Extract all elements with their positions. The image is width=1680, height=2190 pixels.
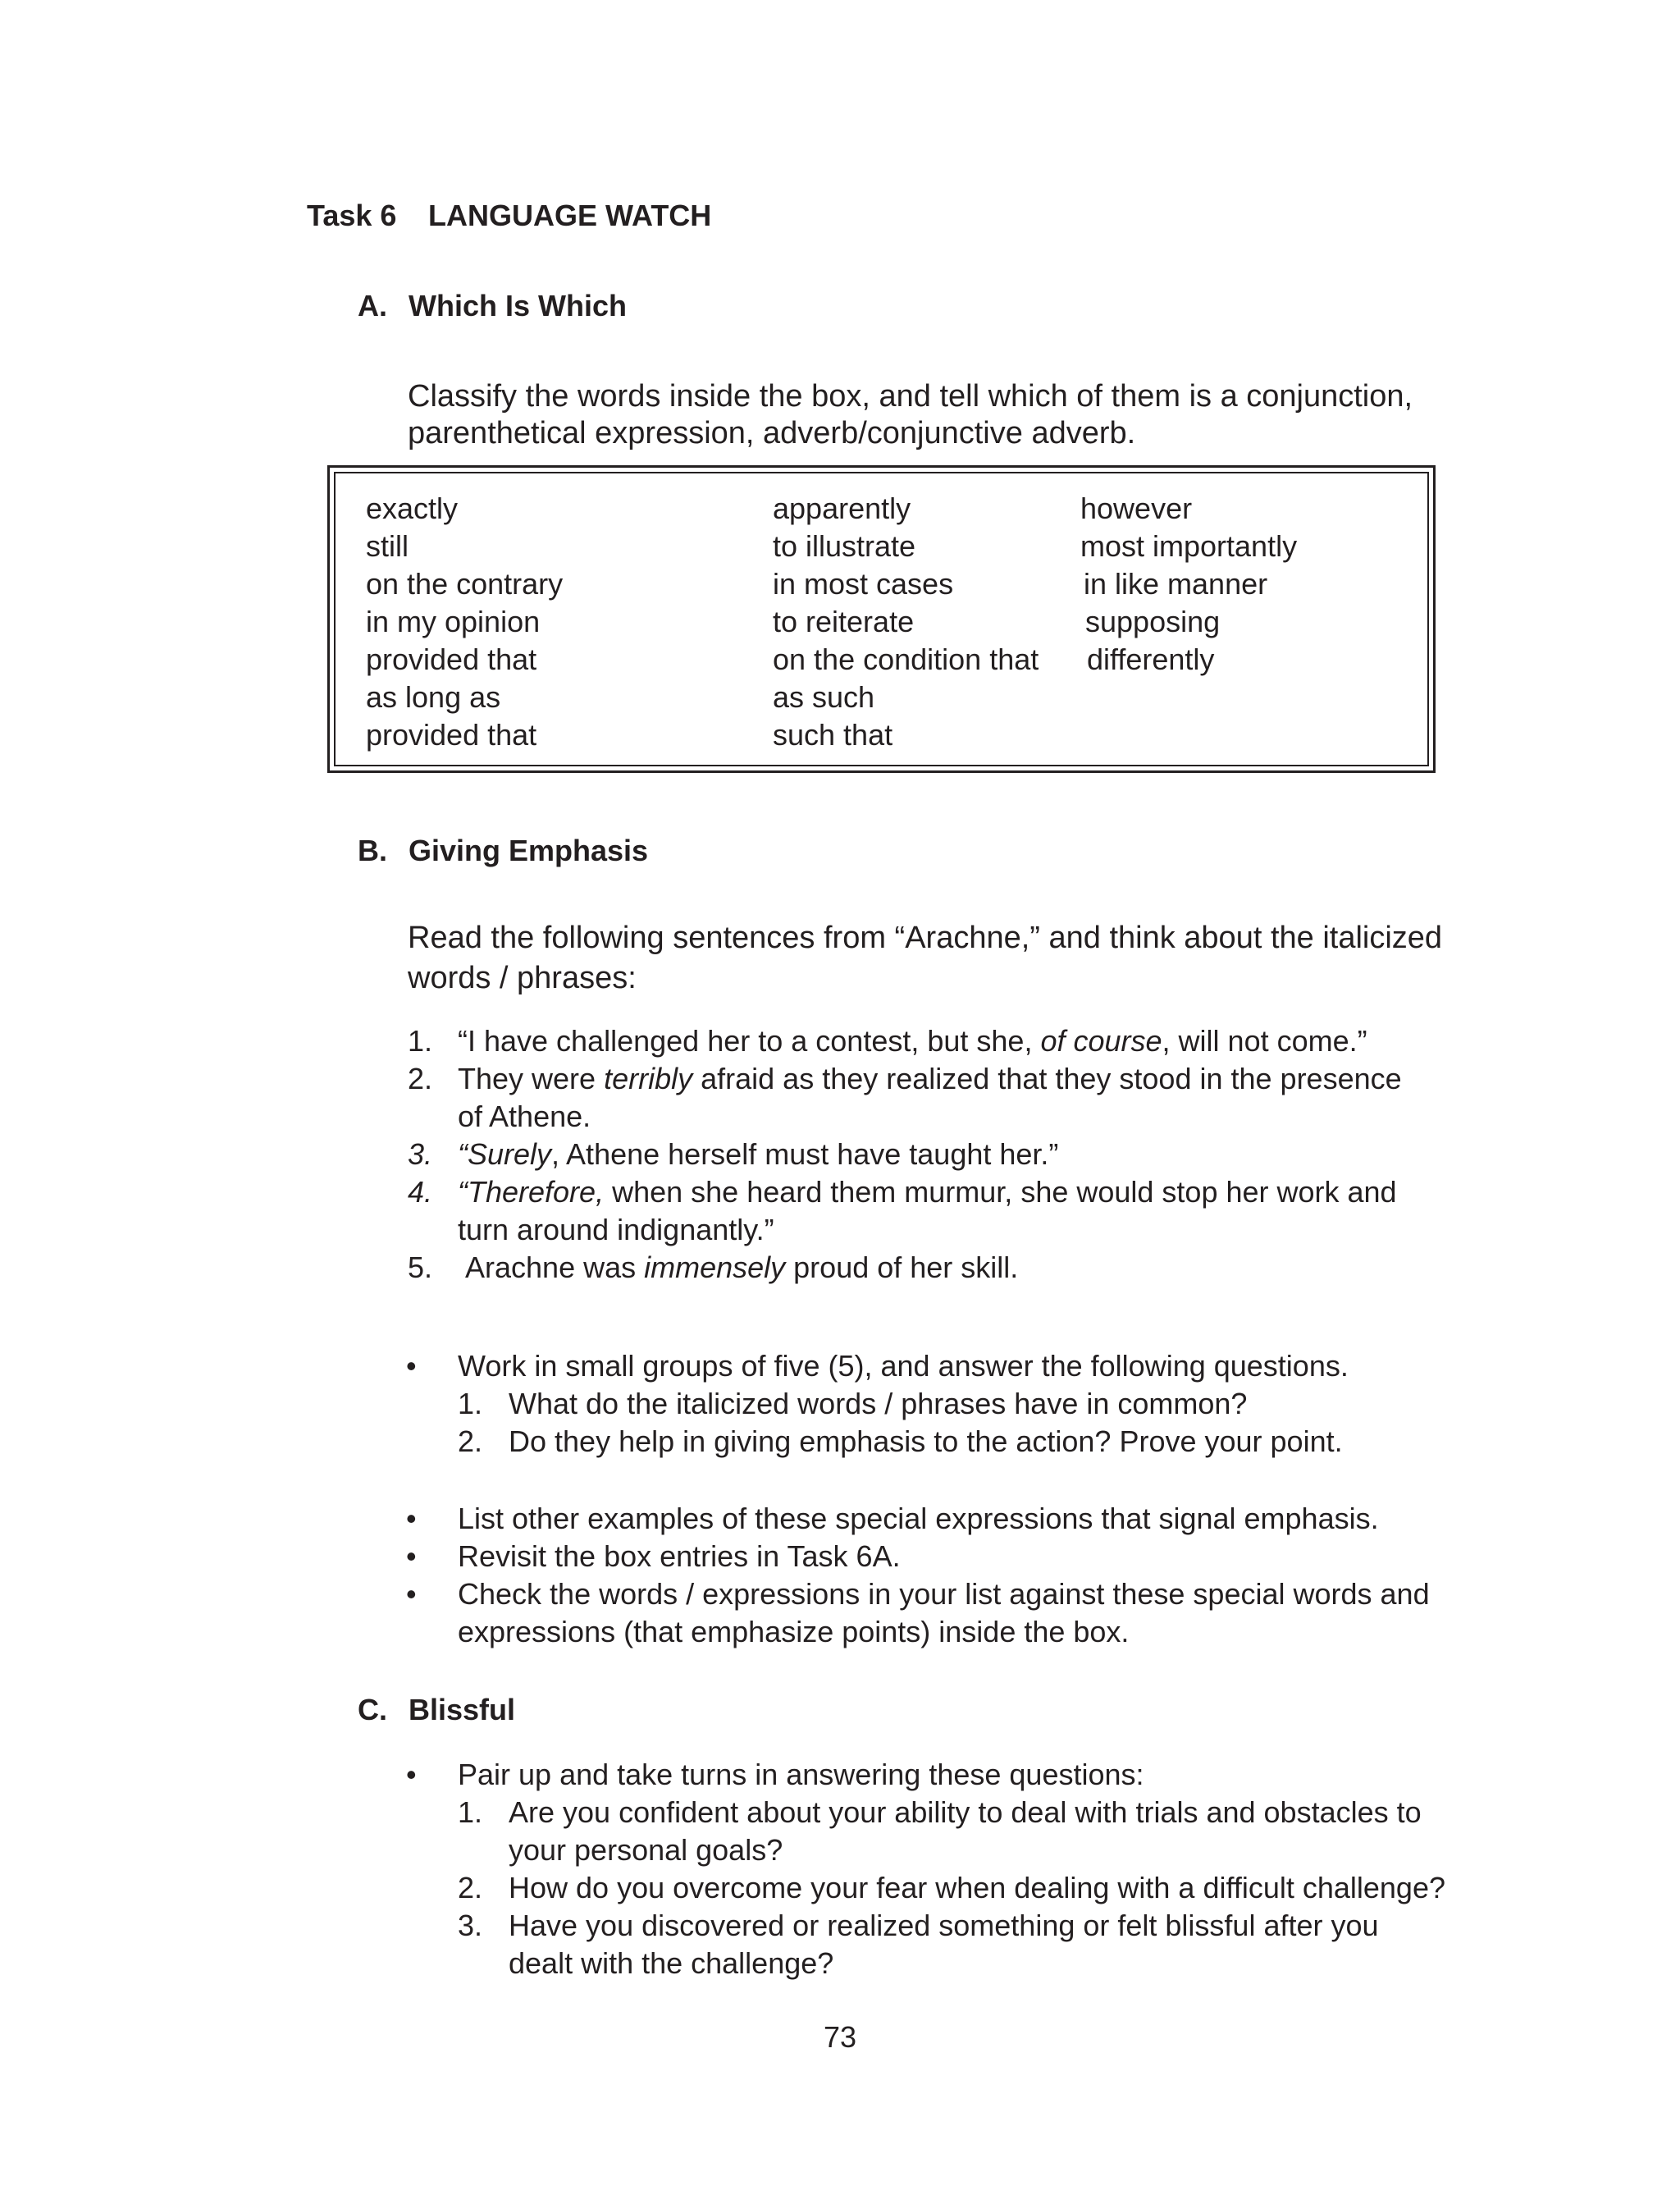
italic-phrase: “Therefore, — [458, 1175, 605, 1209]
sentence-text: “Surely, Athene herself must have taught her.” — [458, 1137, 1059, 1171]
question-number: 1. — [458, 1795, 483, 1829]
word-item: in my opinion — [366, 605, 541, 638]
word-item: supposing — [1085, 605, 1221, 638]
sentence-continuation: turn around indignantly.” — [458, 1213, 774, 1246]
sentence-text: They were terribly afraid as they realized that they stood in the presence — [458, 1062, 1402, 1095]
word-item: differently — [1087, 642, 1215, 676]
task-title: LANGUAGE WATCH — [428, 199, 712, 232]
word-item: most importantly — [1080, 529, 1298, 563]
section-b-heading — [358, 834, 648, 868]
sentence-text: Arachne was immensely proud of her skill. — [465, 1250, 1019, 1284]
word-item: to illustrate — [773, 529, 916, 563]
word-column-2 — [773, 490, 1039, 754]
question-continuation: dealt with the challenge? — [509, 1946, 834, 1980]
question-text: Are you confident about your ability to deal with trials and obstacles to — [509, 1795, 1422, 1829]
question-text: What do the italicized words / phrases have in common? — [509, 1387, 1248, 1420]
word-box — [327, 465, 1436, 773]
bullet-icon: • — [406, 1539, 417, 1573]
sentence-number: 3. — [408, 1137, 433, 1171]
section-c-heading — [358, 1693, 515, 1727]
word-item: as such — [773, 680, 875, 714]
section-b-title: Giving Emphasis — [409, 834, 649, 867]
bullet-icon: • — [406, 1758, 417, 1791]
sentence-number: 2. — [408, 1062, 433, 1095]
bullet-icon: • — [406, 1502, 417, 1535]
bullet-continuation: expressions (that emphasize points) inside the box. — [458, 1615, 1130, 1648]
word-box-inner-border — [334, 472, 1429, 766]
question-text: Have you discovered or realized something or felt blissful after you — [509, 1909, 1379, 1942]
section-a-letter: A. — [358, 289, 387, 322]
bullet-text: List other examples of these special expressions that signal emphasis. — [458, 1502, 1379, 1535]
word-item: apparently — [773, 491, 911, 525]
word-item: however — [1080, 491, 1193, 525]
question-text: How do you overcome your fear when dealing with a difficult challenge? — [509, 1871, 1445, 1904]
section-a-title: Which Is Which — [409, 289, 627, 322]
bullet-text: Work in small groups of five (5), and answer the following questions. — [458, 1349, 1349, 1383]
word-item: to reiterate — [773, 605, 915, 638]
sentence-continuation: of Athene. — [458, 1100, 591, 1133]
italic-phrase: terribly — [604, 1062, 693, 1095]
bullet-icon: • — [406, 1577, 417, 1611]
section-a-instructions-line1: Classify the words inside the box, and tell which of them is a conjunction, — [408, 379, 1413, 414]
section-a-instructions-line2: parenthetical expression, adverb/conjunctive adverb. — [408, 416, 1136, 450]
section-c-letter: C. — [358, 1693, 387, 1726]
sentence-text: “I have challenged her to a contest, but she, of course, will not come.” — [458, 1024, 1367, 1058]
italic-phrase: of course — [1040, 1024, 1162, 1058]
question-number: 2. — [458, 1424, 483, 1458]
bullet-icon: • — [406, 1349, 417, 1383]
word-item: provided that — [366, 642, 537, 676]
bullet-text: Check the words / expressions in your list against these special words and — [458, 1577, 1430, 1611]
section-b-letter: B. — [358, 834, 387, 867]
sentence-text: “Therefore, when she heard them murmur, she would stop her work and — [458, 1175, 1397, 1209]
word-item: such that — [773, 718, 893, 752]
section-a-heading — [358, 289, 627, 323]
question-text: Do they help in giving emphasis to the action? Prove your point. — [509, 1424, 1343, 1458]
word-item: in like manner — [1084, 567, 1268, 601]
sentence-number: 5. — [408, 1250, 433, 1284]
page-number: 73 — [823, 2020, 857, 2054]
sentence-number: 1. — [408, 1024, 433, 1058]
word-item: still — [366, 529, 409, 563]
word-item: as long as — [366, 680, 501, 714]
question-number: 2. — [458, 1871, 483, 1904]
word-column-3 — [1080, 490, 1297, 679]
question-number: 3. — [458, 1909, 483, 1942]
word-item: on the contrary — [366, 567, 564, 601]
italic-phrase: “Surely — [458, 1137, 552, 1171]
word-column-1 — [366, 490, 563, 754]
word-item: in most cases — [773, 567, 954, 601]
word-item: exactly — [366, 491, 459, 525]
question-number: 1. — [458, 1387, 483, 1420]
task-heading — [307, 199, 711, 233]
word-item: provided that — [366, 718, 537, 752]
sentence-number: 4. — [408, 1175, 433, 1209]
bullet-text: Pair up and take turns in answering these questions: — [458, 1758, 1144, 1791]
section-b-intro-line2: words / phrases: — [408, 961, 637, 995]
question-continuation: your personal goals? — [509, 1833, 783, 1867]
task-number: Task 6 — [307, 199, 397, 232]
italic-phrase: immensely — [644, 1250, 786, 1284]
section-b-intro-line1: Read the following sentences from “Arachne,” and think about the italicized — [408, 921, 1443, 955]
bullet-text: Revisit the box entries in Task 6A. — [458, 1539, 901, 1573]
word-item: on the condition that — [773, 642, 1039, 676]
section-c-title: Blissful — [409, 1693, 516, 1726]
